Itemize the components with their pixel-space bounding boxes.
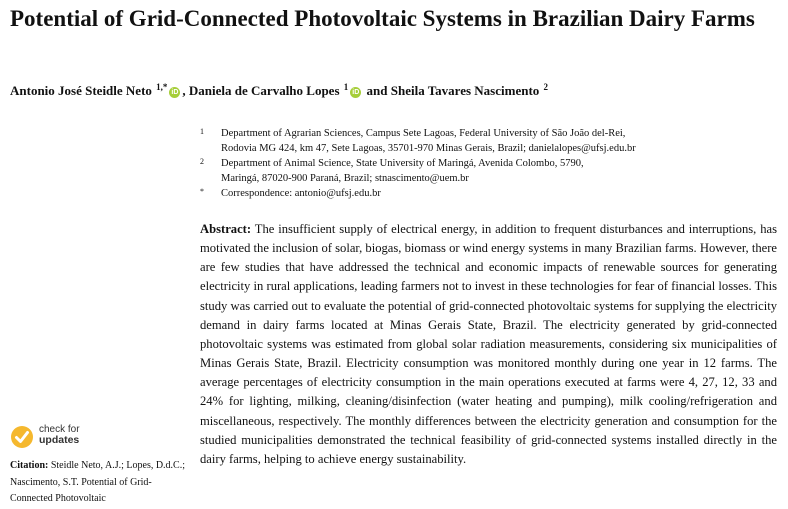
author-affiliation-mark: 2: [543, 82, 549, 92]
check-for-updates-icon: [10, 424, 34, 450]
correspondence-line[interactable]: Correspondence: antonio@ufsj.edu.br: [221, 188, 381, 199]
affiliation-line[interactable]: Rodovia MG 424, km 47, Sete Lagoas, 35701-970 Minas Gerais, Brazil; danielalopes@ufsj.edu.br: [221, 143, 636, 154]
affiliation-item: [200, 156, 780, 186]
correspondence-item: [200, 186, 780, 201]
affiliations: [200, 126, 780, 201]
affiliation-line: Department of Animal Science, State University of Maringá, Avenida Colombo, 5790,: [221, 158, 584, 169]
author-affiliation-mark: 1: [343, 82, 349, 92]
author-affiliation-mark: 1,*: [156, 82, 168, 92]
check-for-updates-badge[interactable]: [10, 424, 120, 452]
affiliation-item: [200, 126, 780, 156]
updates-label: updates: [39, 434, 80, 446]
affiliation-mark: 1: [200, 127, 204, 136]
author-name[interactable]: Sheila Tavares Nascimento: [390, 83, 540, 98]
affiliation-mark: *: [200, 187, 204, 196]
citation-text: Steidle Neto, A.J.; Lopes, D.d.C.; Nascimento, S.T. Potential of Grid-Connected Photovoltaic: [10, 460, 186, 504]
author-name[interactable]: Antonio José Steidle Neto: [10, 83, 152, 98]
check-for-updates-label: check for: [39, 424, 80, 435]
abstract: [200, 220, 777, 469]
affiliation-line: Department of Agrarian Sciences, Campus Sete Lagoas, Federal University of São João del-Rei,: [221, 128, 626, 139]
abstract-text: The insufficient supply of electrical energy, in addition to frequent disturbances and interruptions, has motivated the inclusion of solar, biogas, biomass or wind energy systems in many Brazilian farms. However, there are few studies that have addressed the technical and economic impacts of renewable sources for generating electricity in rural applications, leading farmers not to invest in these technologies for fear of financial losses. This study was carried out to evaluate the potential of grid-connected photovoltaic systems for supplying the electricity demand in dairy farms located at Minas Gerais State, Brazil. The electricity generated by grid-connected photovoltaic systems was estimated from global solar radiation measurements, considering six municipalities of Minas Gerais State, Brazil. Electricity consumption was monitored monthly during one year in 12 farms. The average percentages of electricity consumption in the main operations executed at farms were 4, 27, 12, 33 and 24% for lighting, milking, cleaning/disinfection (water heating and pumping), milk cooling/refrigeration and miscellaneous, respectively. The monthly differences between the electricity generation and consumption for the studied municipalities demonstrated the technical feasibility of grid-connected systems installed directly in the dairy farms, helping to achieve energy sustainability.: [200, 222, 777, 466]
author-name[interactable]: Daniela de Carvalho Lopes: [188, 83, 340, 98]
abstract-label: Abstract:: [200, 222, 252, 236]
author-list: Antonio José Steidle Neto $^{1,*}$iD , Daniela de Carvalho Lopes $^1$iD and Sheila Tavares Nascimento $^2$: [10, 82, 549, 98]
paper-title: Potential of Grid-Connected Photovoltaic Systems in Brazilian Dairy Farms: [10, 6, 755, 31]
citation: [10, 458, 188, 508]
affiliation-line[interactable]: Maringá, 87020-900 Paraná, Brazil; stnascimento@uem.br: [221, 173, 469, 184]
affiliation-mark: 2: [200, 157, 204, 166]
orcid-icon[interactable]: iD: [352, 89, 360, 96]
orcid-icon[interactable]: iD: [171, 89, 179, 96]
citation-label: Citation:: [10, 460, 49, 471]
